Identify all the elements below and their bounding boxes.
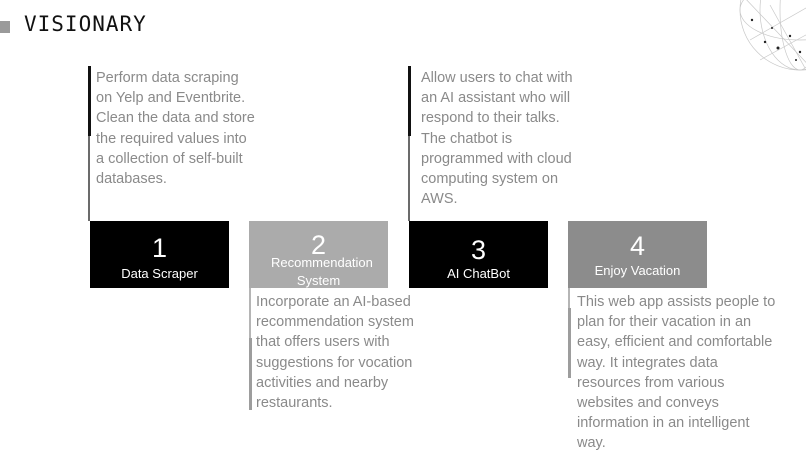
step-4-description: This web app assists people to plan for their vacation in an easy, efficient and comfortable way. It integrates data resources from various websites and conveys information in an intelligent way. xyxy=(577,294,776,452)
step-2-description: Incorporate an AI-based recommendation system that offers users with suggestions for vocation activities and nearby restaurants. xyxy=(256,294,414,412)
step-2-card xyxy=(249,221,388,288)
step-1-card xyxy=(90,221,229,288)
step-2-connector-accent xyxy=(249,338,252,410)
step-3-connector-accent xyxy=(408,66,411,136)
step-3-label: AI ChatBot xyxy=(447,266,510,281)
step-2-label: Recommendation System xyxy=(271,255,373,288)
step-3-card xyxy=(409,221,548,288)
title-accent-bar xyxy=(0,21,10,33)
page-title: VISIONARY xyxy=(24,12,147,36)
step-1-description: Perform data scraping on Yelp and Eventbrite. Clean the data and store the required values into a collection of self-built databases. xyxy=(96,70,255,188)
step-4-number: 4 xyxy=(629,231,646,261)
step-2-number: 2 xyxy=(310,230,327,260)
globe-network-decoration xyxy=(730,0,806,90)
step-4-connector-accent xyxy=(568,308,571,378)
step-1-number: 1 xyxy=(151,233,168,263)
step-1-label: Data Scraper xyxy=(121,266,198,281)
step-3-description: Allow users to chat with an AI assistant who will respond to their talks. The chatbot is programmed with cloud computing system on AWS. xyxy=(421,70,573,208)
step-3-number: 3 xyxy=(470,235,487,265)
step-4-card xyxy=(568,221,707,288)
step-4-label: Enjoy Vacation xyxy=(594,263,681,278)
step-1-connector-accent xyxy=(88,66,91,136)
